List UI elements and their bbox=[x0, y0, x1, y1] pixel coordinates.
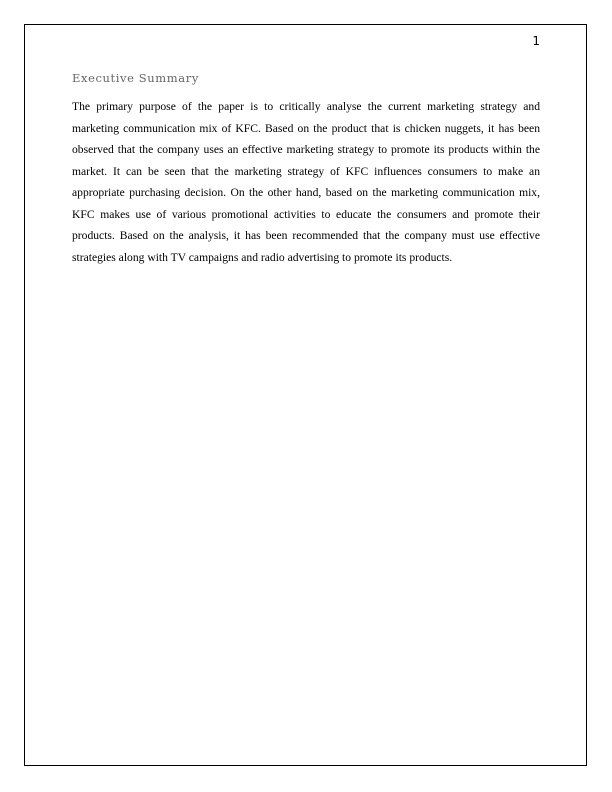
page-number: 1 bbox=[532, 34, 540, 48]
summary-paragraph: The primary purpose of the paper is to critically analyse the current marketing strategy and marketing communication mix of KFC. Based on the product that is chicken nuggets, it has been observed that the company uses an effective marketing strategy to promote its products within the market. It can be seen that the marketing strategy of KFC influences consumers to make an appropriate purchasing decision. On the other hand, based on the marketing communication mix, KFC makes use of various promotional activities to educate the consumers and promote their products. Based on the analysis, it has been recommended that the company must use effective strategies along with TV campaigns and radio advertising to promote its products. bbox=[72, 100, 540, 264]
section-heading: Executive Summary bbox=[72, 71, 199, 85]
